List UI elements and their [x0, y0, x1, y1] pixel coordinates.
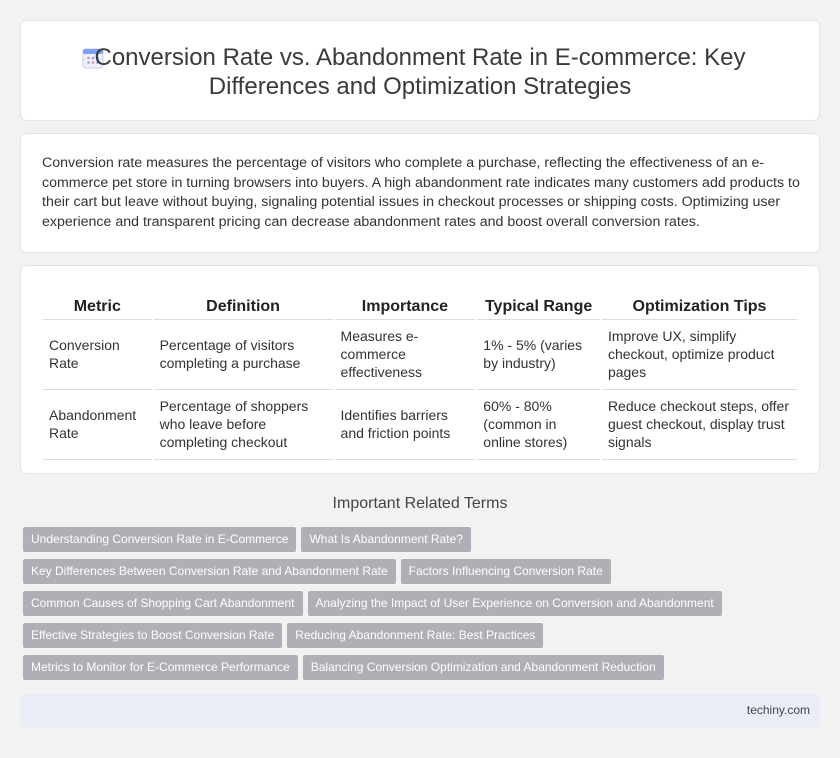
table-cell: Reduce checkout steps, offer guest checkout, display trust signals — [602, 390, 797, 460]
related-term-tag[interactable]: Key Differences Between Conversion Rate and Abandonment Rate — [23, 559, 396, 584]
footer — [20, 694, 820, 727]
table-cell: 60% - 80% (common in online stores) — [477, 390, 600, 460]
table-cell: Abandonment Rate — [43, 390, 152, 460]
table-header-row — [43, 296, 797, 320]
column-header: Metric — [43, 296, 152, 320]
related-terms-heading: Important Related Terms — [332, 495, 508, 512]
column-header: Definition — [154, 296, 333, 320]
related-terms-list — [23, 527, 823, 687]
title-card — [20, 20, 820, 121]
table-card — [20, 265, 820, 474]
related-term-tag[interactable]: Common Causes of Shopping Cart Abandonment — [23, 591, 303, 616]
table-cell: Percentage of shoppers who leave before completing checkout — [154, 390, 333, 460]
column-header: Typical Range — [477, 296, 600, 320]
related-term-tag[interactable]: Balancing Conversion Optimization and Abandonment Reduction — [303, 655, 664, 680]
table-cell: Conversion Rate — [43, 320, 152, 390]
related-term-tag[interactable]: Metrics to Monitor for E-Commerce Performance — [23, 655, 298, 680]
related-term-tag[interactable]: Effective Strategies to Boost Conversion Rate — [23, 623, 282, 648]
table-cell: Improve UX, simplify checkout, optimize product pages — [602, 320, 797, 390]
comparison-table — [41, 296, 799, 460]
page-title: Conversion Rate vs. Abandonment Rate in E-commerce: Key Differences and Optimization Strategies — [94, 44, 746, 100]
footer-brand-link[interactable]: techiny.com — [746, 703, 810, 717]
table-cell: 1% - 5% (varies by industry) — [477, 320, 600, 390]
related-term-tag[interactable]: Reducing Abandonment Rate: Best Practices — [287, 623, 543, 648]
related-term-tag[interactable]: What Is Abandonment Rate? — [301, 527, 470, 552]
intro-paragraph: Conversion rate measures the percentage of visitors who complete a purchase, reflecting the effectiveness of an e-commerce pet store in turning browsers into buyers. A high abandonment rate indicates many customers add products to their cart but leave without buying, signaling potential issues in checkout processes or shipping costs. Optimizing user experience and transparent pricing can decrease abandonment rates and boost overall conversion rates. — [42, 155, 800, 230]
related-term-tag[interactable]: Analyzing the Impact of User Experience on Conversion and Abandonment — [308, 591, 722, 616]
table-row — [43, 320, 797, 390]
related-term-tag[interactable]: Factors Influencing Conversion Rate — [401, 559, 611, 584]
table-row — [43, 390, 797, 460]
column-header: Optimization Tips — [602, 296, 797, 320]
related-term-tag[interactable]: Understanding Conversion Rate in E-Commerce — [23, 527, 296, 552]
table-cell: Identifies barriers and friction points — [335, 390, 476, 460]
intro-card — [20, 133, 820, 253]
table-cell: Percentage of visitors completing a purchase — [154, 320, 333, 390]
table-cell: Measures e-commerce effectiveness — [335, 320, 476, 390]
column-header: Importance — [335, 296, 476, 320]
